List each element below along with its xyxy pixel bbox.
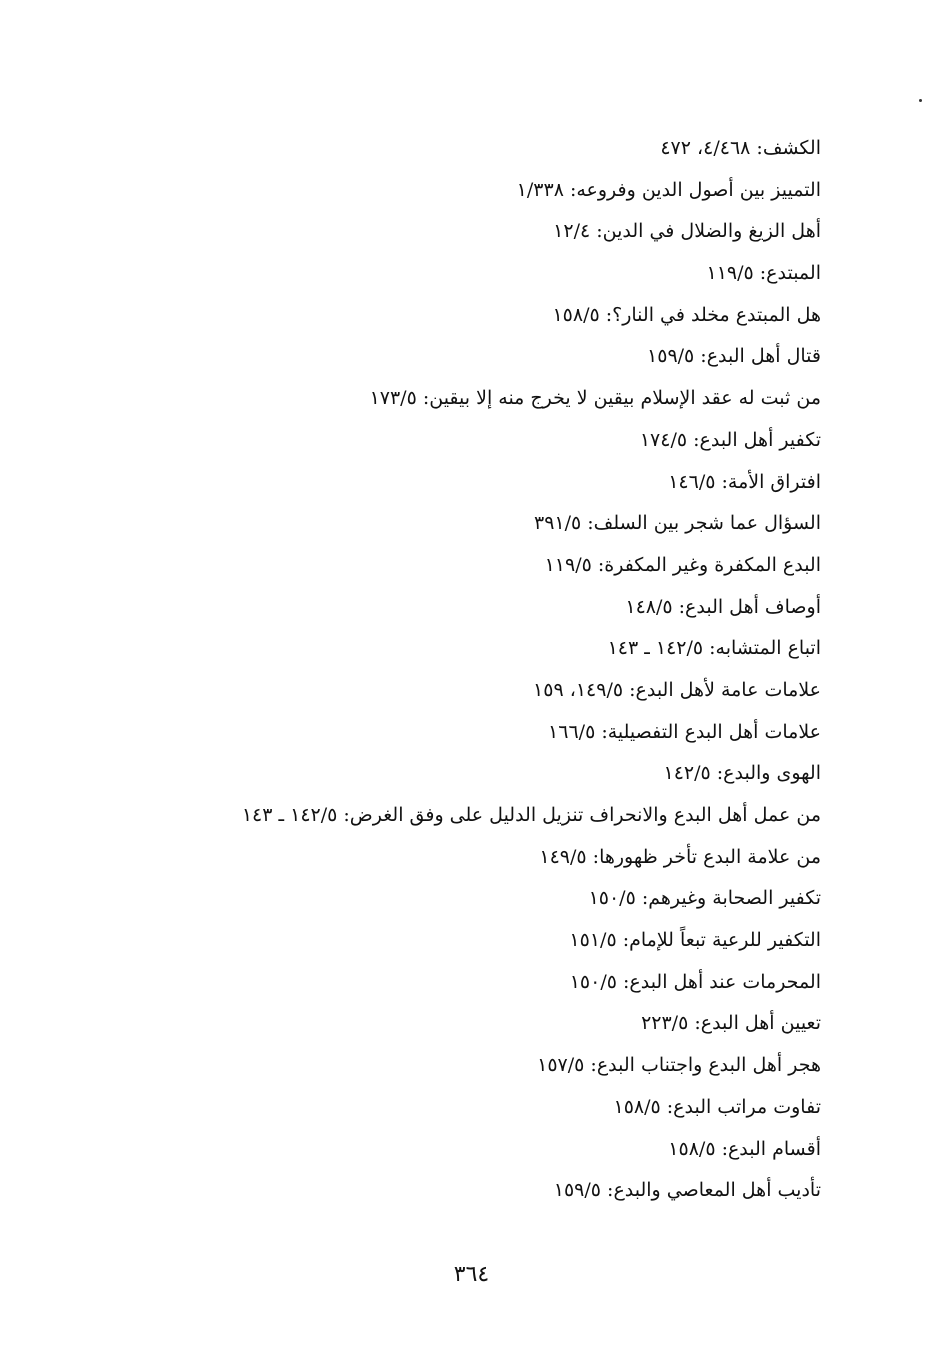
index-entry: علامات أهل البدع التفصيلية: ١٦٦/٥ xyxy=(548,720,821,743)
index-entry: المبتدع: ١١٩/٥ xyxy=(706,262,821,285)
index-entry: أهل الزيغ والضلال في الدين: ١٢/٤ xyxy=(553,220,821,243)
index-entry: تعيين أهل البدع: ٢٢٣/٥ xyxy=(641,1012,821,1035)
index-entry: الهوى والبدع: ١٤٢/٥ xyxy=(663,762,821,785)
index-entry: أوصاف أهل البدع: ١٤٨/٥ xyxy=(625,595,821,618)
index-entry: من ثبت له عقد الإسلام بيقين لا يخرج منه إلا بيقين: ١٧٣/٥ xyxy=(369,387,821,410)
index-entry: قتال أهل البدع: ١٥٩/٥ xyxy=(647,345,821,368)
index-entry: تكفير الصحابة وغيرهم: ١٥٠/٥ xyxy=(588,887,821,910)
index-entry: التكفير للرعية تبعاً للإمام: ١٥١/٥ xyxy=(569,929,821,952)
index-entry: هجر أهل البدع واجتناب البدع: ١٥٧/٥ xyxy=(537,1054,821,1077)
index-entry: هل المبتدع مخلد في النار؟: ١٥٨/٥ xyxy=(552,303,821,326)
index-entry: اتباع المتشابه: ١٤٢/٥ ـ ١٤٣ xyxy=(607,637,821,660)
index-entry: أقسام البدع: ١٥٨/٥ xyxy=(668,1137,821,1160)
index-entry: تأديب أهل المعاصي والبدع: ١٥٩/٥ xyxy=(553,1179,821,1202)
index-entry: تكفير أهل البدع: ١٧٤/٥ xyxy=(639,428,821,451)
index-entries xyxy=(121,128,821,1212)
index-entry: الكشف: ٤/٤٦٨، ٤٧٢ xyxy=(660,137,821,159)
index-entry: المحرمات عند أهل البدع: ١٥٠/٥ xyxy=(569,970,821,993)
index-entry: من علامة البدع تأخر ظهورها: ١٤٩/٥ xyxy=(539,845,821,868)
index-entry: التمييز بين أصول الدين وفروعه: ١/٣٣٨ xyxy=(516,178,821,201)
speck-mark xyxy=(919,99,922,102)
index-entry: من عمل أهل البدع والانحراف تنزيل الدليل على وفق الغرض: ١٤٢/٥ ـ ١٤٣ xyxy=(241,804,821,826)
index-entry: السؤال عما شجر بين السلف: ٣٩١/٥ xyxy=(534,512,821,535)
index-entry: افتراق الأمة: ١٤٦/٥ xyxy=(668,470,821,493)
index-entry: البدع المكفرة وغير المكفرة: ١١٩/٥ xyxy=(544,553,821,576)
page-number: ٣٦٤ xyxy=(453,1262,490,1287)
index-entry: علامات عامة لأهل البدع: ١٤٩/٥، ١٥٩ xyxy=(533,678,821,701)
index-entry: تفاوت مراتب البدع: ١٥٨/٥ xyxy=(613,1095,821,1118)
